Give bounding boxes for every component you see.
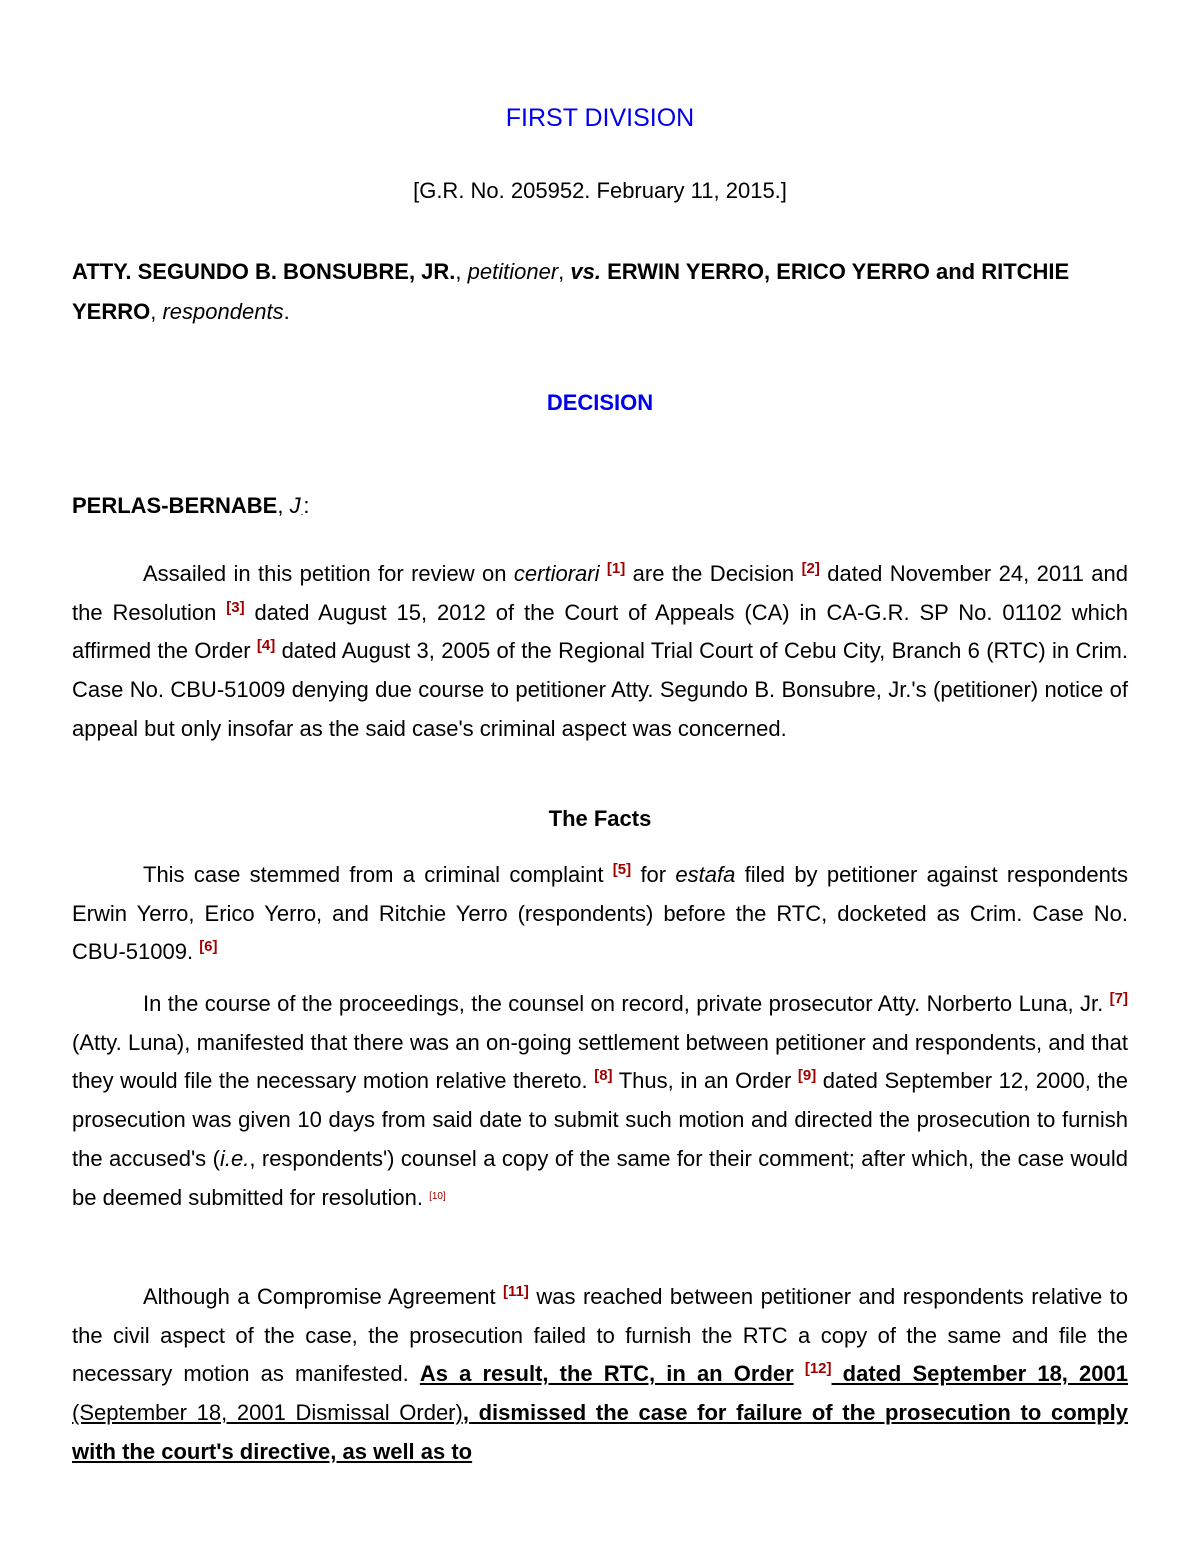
footnote-link-8[interactable]: [8] (594, 1067, 613, 1085)
footnote-link-1[interactable]: [1] (606, 560, 626, 577)
ponente-name: PERLAS-BERNABE (72, 493, 278, 518)
paragraph-4: Although a Compromise Agreement [11] was reached between petitioner and respondents relative to the civil aspect of the case, the prosecution failed to furnish the RTC a copy of the same and file the necessary motion as manifested. As a result, the RTC, in an Order [12] dated September 18, 2001 (September 18, 2001 Dismissal Order), dismissed the case for failure of the prosecution to comply with the court's directive, as well as to (72, 1283, 1129, 1464)
footnote-link-6[interactable]: [6] (199, 938, 218, 956)
paragraph-2: This case stemmed from a criminal complaint [5] for estafa filed by petitioner against respondents Erwin Yerro, Erico Yerro, and Ritchie Yerro (respondents) before the RTC, docketed as Crim. Case No. CBU-51009. [6] (72, 861, 1128, 965)
respondent-names: ERWIN YERRO, ERICO YERRO and RITCHIE YERRO (72, 259, 1070, 324)
footnote-link-11[interactable]: [11] (503, 1283, 529, 1300)
footnote-link-2[interactable]: [2] (801, 560, 820, 577)
footnote-link-5[interactable]: [5] (612, 861, 632, 878)
footnote-link-4[interactable]: [4] (256, 637, 276, 655)
case-parties: ATTY. SEGUNDO B. BONSUBRE, JR., petitioner, vs. ERWIN YERRO, ERICO YERRO and RITCHIE YERRO, respondents. (72, 259, 1070, 324)
versus: vs. (570, 259, 601, 284)
paragraph-3: In the course of the proceedings, the counsel on record, private prosecutor Atty. Norberto Luna, Jr. [7] (Atty. Luna), manifested that there was an on-going settlement between petitioner and respondents, and that they would file the necessary motion relative thereto. [8] Thus, in an Order [9] dated September 12, 2000, the prosecution was given 10 days from said date to submit such motion and directed the prosecution to furnish the accused's (i.e., respondents') counsel a copy of the same for their comment; after which, the case would be deemed submitted for resolution. [10] (72, 990, 1129, 1210)
footnote-link-9[interactable]: [9] (797, 1067, 817, 1085)
paragraph-1: Assailed in this petition for review on certiorari [1] are the Decision [2] dated November 24, 2011 and the Resolution [3] dated August 15, 2012 of the Court of Appeals (CA) in CA-G.R. SP No. 01102 which affirmed the Order [4] dated August 3, 2005 of the Regional Trial Court of Cebu City, Branch 6 (RTC) in Crim. Case No. CBU-51009 denying due course to petitioner Atty. Segundo B. Bonsubre, Jr.'s (petitioner) notice of appeal but only insofar as the said case's criminal aspect was concerned. (72, 560, 1128, 741)
petitioner-name: ATTY. SEGUNDO B. BONSUBRE, JR. (72, 259, 456, 284)
ponente: PERLAS-BERNABE, J.: (72, 493, 310, 518)
division-heading: FIRST DIVISION (505, 104, 695, 132)
ponente-title: J (289, 493, 301, 518)
ponente-title-suffix: . (300, 507, 304, 518)
petitioner-role: petitioner (467, 259, 559, 284)
gr-number: [G.R. No. 205952. February 11, 2015.] (413, 178, 787, 203)
footnote-link-12[interactable]: [12] (804, 1360, 832, 1378)
decision-title: DECISION (546, 390, 654, 415)
footnote-link-10[interactable]: [10] (429, 1190, 446, 1202)
footnote-link-3[interactable]: [3] (226, 598, 245, 616)
section-heading-facts: The Facts (548, 806, 652, 831)
respondent-role: respondents (162, 299, 284, 324)
footnote-link-7[interactable]: [7] (1109, 990, 1128, 1007)
